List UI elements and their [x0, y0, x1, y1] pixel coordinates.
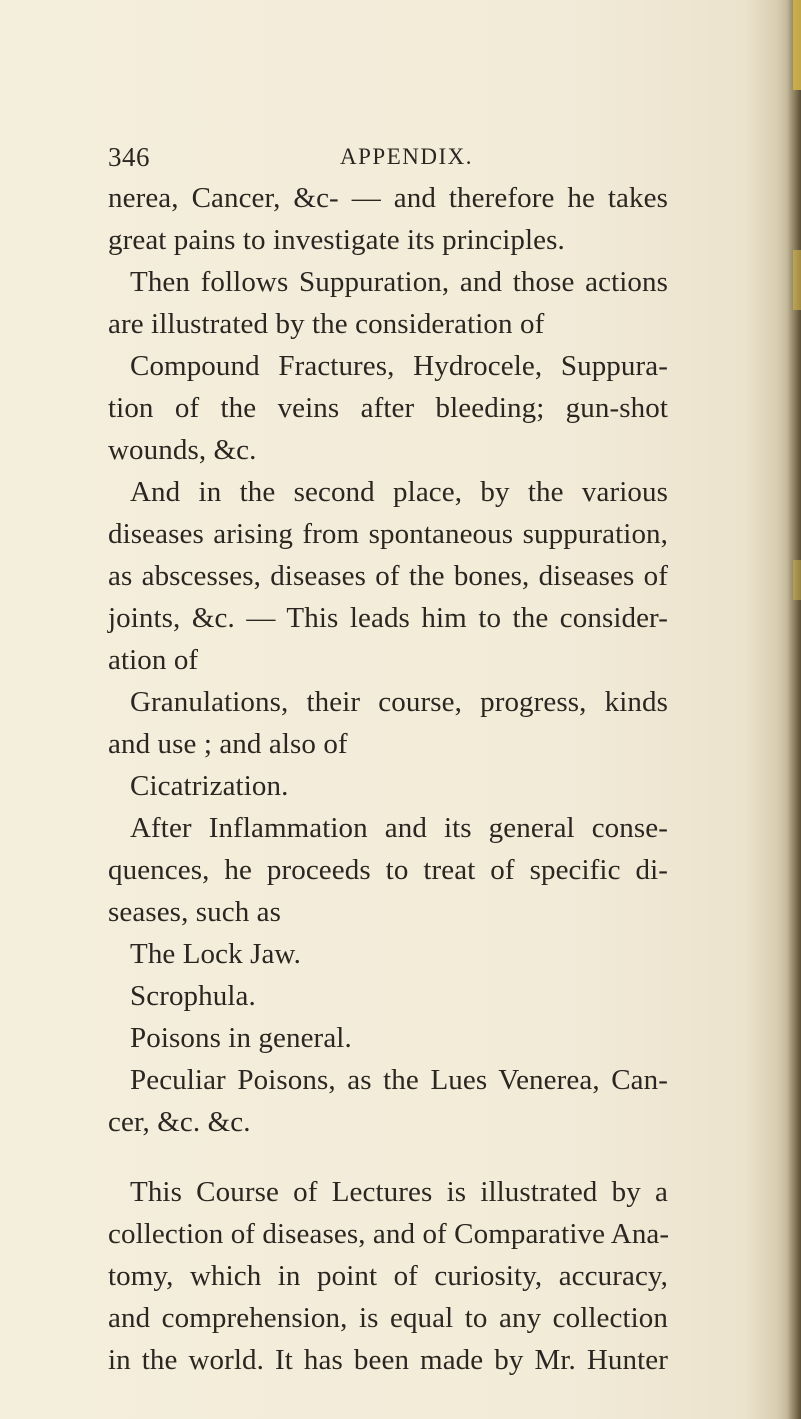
text-line: And in the second place, by the various [130, 476, 668, 508]
page-edge-stain [793, 0, 801, 90]
text-line: ation of [108, 644, 199, 676]
text-line: wounds, &c. [108, 434, 257, 466]
page-number: 346 [108, 142, 150, 172]
text-line: joints, &c. — This leads him to the consider- [108, 602, 668, 634]
text-line: cer, &c. &c. [108, 1106, 251, 1138]
text-line: and use ; and also of [108, 728, 348, 760]
text-line: Peculiar Poisons, as the Lues Venerea, Can- [130, 1064, 668, 1096]
text-line: Poisons in general. [130, 1022, 352, 1054]
text-line: quences, he proceeds to treat of specific di- [108, 854, 668, 886]
page-edge-stain [793, 250, 801, 310]
text-line: and comprehension, is equal to any collection [108, 1302, 668, 1334]
text-line: Granulations, their course, progress, kinds [130, 686, 668, 718]
text-line: tomy, which in point of curiosity, accuracy, [108, 1260, 668, 1292]
text-line: Compound Fractures, Hydrocele, Suppura- [130, 350, 668, 382]
text-line: tion of the veins after bleeding; gun-shot [108, 392, 668, 424]
page-header [108, 142, 668, 172]
text-line: are illustrated by the consideration of [108, 308, 545, 340]
text-line: diseases arising from spontaneous suppuration, [108, 518, 668, 550]
text-line: The Lock Jaw. [130, 938, 301, 970]
text-line: After Inflammation and its general conse- [130, 812, 668, 844]
text-line: collection of diseases, and of Comparative Ana- [108, 1218, 670, 1250]
text-line: nerea, Cancer, &c- — and therefore he takes [108, 182, 668, 214]
text-line: This Course of Lectures is illustrated by a [130, 1176, 668, 1208]
text-line: Scrophula. [130, 980, 256, 1012]
text-line: Cicatrization. [130, 770, 289, 802]
text-line: Then follows Suppuration, and those actions [130, 266, 668, 298]
text-line: great pains to investigate its principles. [108, 224, 565, 256]
text-line: seases, such as [108, 896, 282, 928]
text-line: in the world. It has been made by Mr. Hunter [108, 1344, 668, 1376]
page-edge-shadow [787, 0, 801, 1419]
page-edge-stain [793, 560, 801, 600]
text-line: as abscesses, diseases of the bones, diseases of [108, 560, 668, 592]
running-head: APPENDIX. [340, 144, 473, 169]
